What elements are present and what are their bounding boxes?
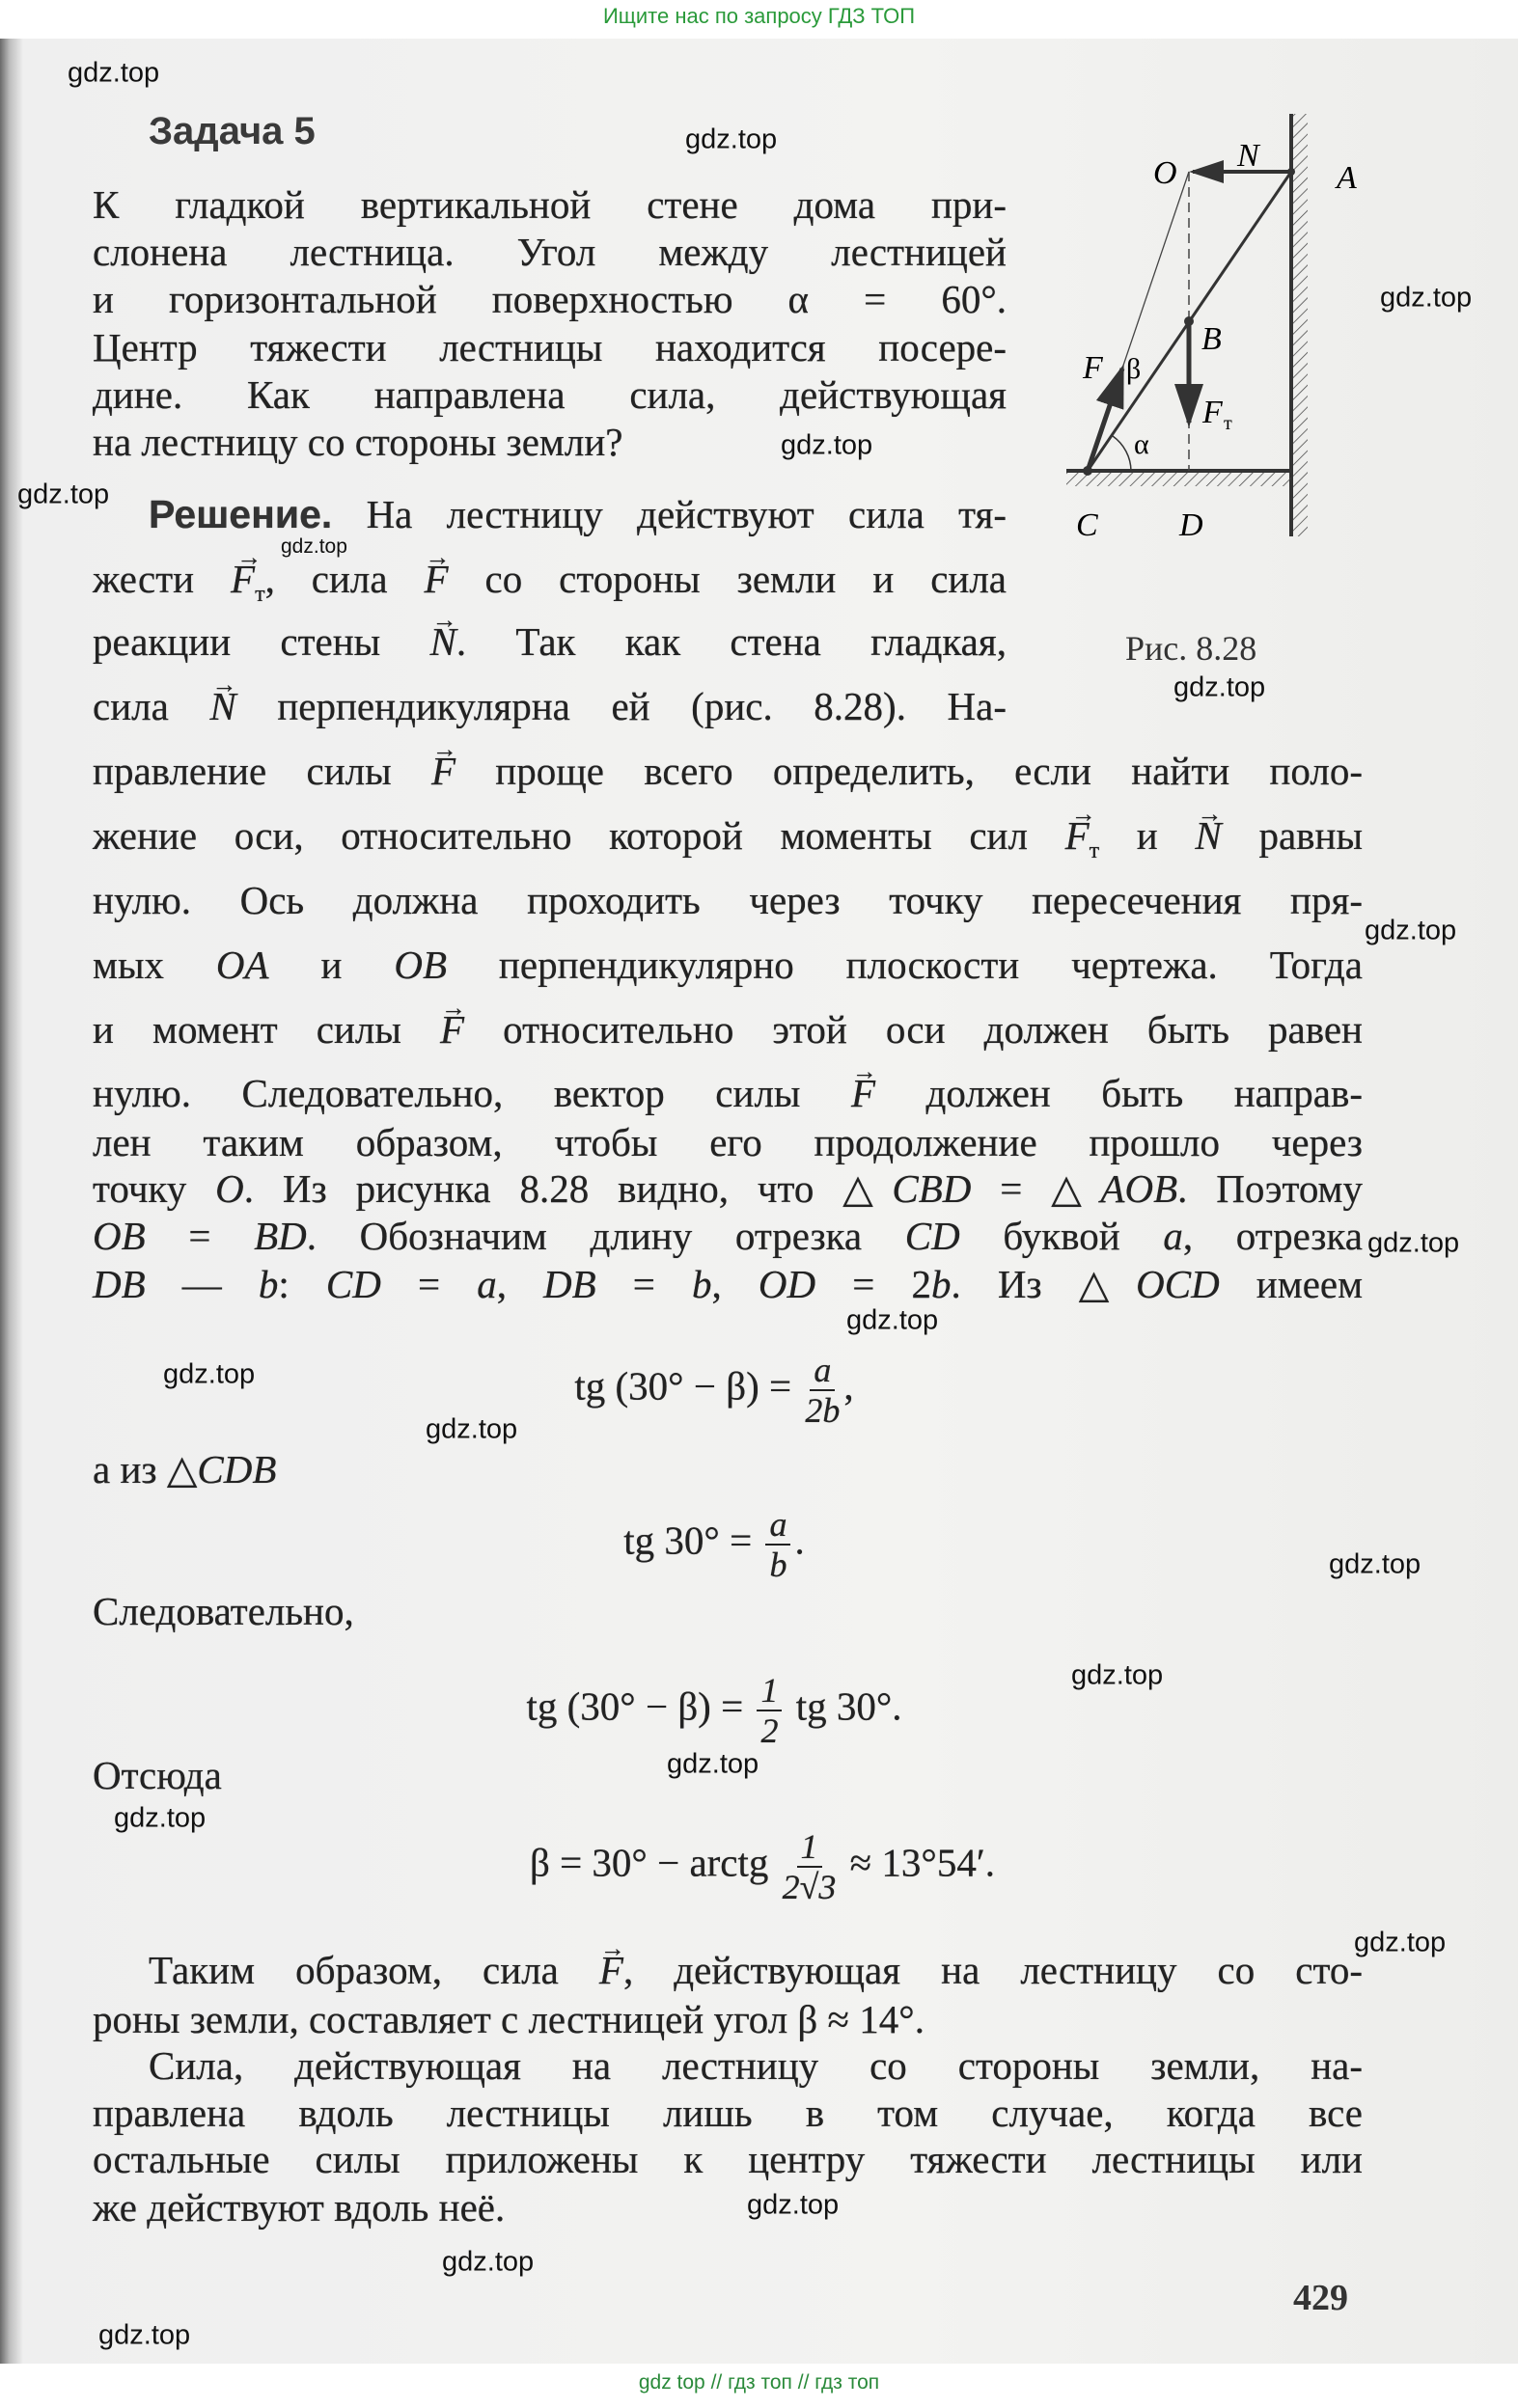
vector-symbol xyxy=(425,556,449,602)
footer-links[interactable]: gdz top // гдз топ // гдз топ xyxy=(638,2371,880,2394)
label-ft: F xyxy=(1202,395,1223,430)
vector-symbol xyxy=(440,1006,464,1053)
text-segment: : xyxy=(278,1262,326,1306)
text-segment: β = 30° − arctg xyxy=(529,1840,779,1885)
text-segment: нулю. Ось должна проходить через точку пересечения пря- xyxy=(93,878,1363,922)
solution-line xyxy=(386,1505,1042,1584)
math-symbol: O xyxy=(215,1166,244,1211)
text-segment: Отсюда xyxy=(93,1753,222,1797)
vector-letter: F xyxy=(1064,813,1090,858)
text-segment: = xyxy=(380,1262,478,1306)
solution-line xyxy=(93,618,1007,665)
watermark: gdz.top xyxy=(426,1413,518,1445)
math-symbol: AOB xyxy=(1100,1166,1178,1211)
text-segment: правление силы xyxy=(93,749,431,793)
vector-subscript: т xyxy=(255,582,265,608)
label-alpha: α xyxy=(1134,428,1149,460)
math-symbol: CD xyxy=(325,1262,381,1306)
fraction-denominator: 2b xyxy=(805,1391,841,1430)
watermark: gdz.top xyxy=(1365,915,1457,946)
watermark: gdz.top xyxy=(667,1748,759,1780)
text-segment: = xyxy=(595,1262,693,1306)
solution-line xyxy=(93,1996,1251,2042)
text-segment: Сила, действующая на лестницу со стороны земли, на- xyxy=(149,2043,1363,2088)
text-segment: имеем xyxy=(1219,1262,1364,1306)
math-symbol: DB xyxy=(93,1262,146,1306)
vector-symbol xyxy=(431,748,455,794)
text-segment: перпендикулярна ей (рис. 8.28). На- xyxy=(235,684,1007,728)
solution-line xyxy=(93,1119,1363,1165)
text-segment: . Так как стена гладкая, xyxy=(455,619,1007,664)
text-segment: и момент силы xyxy=(93,1007,440,1052)
text-segment: , действующая на лестницу со сто- xyxy=(622,1948,1363,1992)
text-segment: роны земли, составляет с лестницей угол β ≈ 14°. xyxy=(93,1997,925,2041)
solution-line xyxy=(93,877,1363,923)
math-symbol: b xyxy=(692,1262,712,1306)
math-symbol: CD xyxy=(904,1214,960,1258)
vector-letter: F xyxy=(440,1007,465,1052)
text-segment: относительно этой оси должен быть равен xyxy=(464,1007,1363,1052)
text-segment: = xyxy=(145,1214,255,1258)
math-symbol: b xyxy=(258,1262,279,1306)
figure-8-28 xyxy=(1042,96,1428,695)
fraction-denominator: 2√3 xyxy=(782,1868,837,1906)
problem-line xyxy=(93,181,1007,228)
math-symbol: CDB xyxy=(197,1447,277,1491)
text-segment: = △ xyxy=(971,1166,1101,1211)
vector-symbol xyxy=(1195,812,1221,859)
text-segment: слонена лестница. Угол между лестницей xyxy=(93,230,1007,274)
text-segment: tg (30° − β) = xyxy=(526,1683,754,1729)
label-c: C xyxy=(1076,507,1098,543)
page-number: 429 xyxy=(1293,2278,1348,2318)
text-segment: tg (30° − β) = xyxy=(574,1363,802,1409)
text-segment: на лестницу со стороны земли? xyxy=(93,420,623,464)
solution-line xyxy=(93,1752,672,1798)
vector-symbol xyxy=(209,683,235,729)
fraction xyxy=(805,1351,840,1430)
fraction-numerator: 1 xyxy=(797,1827,822,1868)
math-symbol: OB xyxy=(394,943,448,987)
vector-symbol xyxy=(231,556,265,617)
math-symbol: DB xyxy=(543,1262,596,1306)
math-symbol: b xyxy=(930,1262,952,1306)
solution-line xyxy=(93,942,1363,988)
text-segment: буквой xyxy=(959,1214,1164,1258)
watermark: gdz.top xyxy=(1173,671,1266,703)
solution-line xyxy=(93,1006,1363,1053)
text-segment: . Обозначим длину отрезка xyxy=(306,1214,905,1258)
math-symbol: OA xyxy=(215,943,269,987)
text-segment: . Из рисунка 8.28 видно, что △ xyxy=(243,1166,893,1211)
watermark: gdz.top xyxy=(781,429,873,461)
text-segment: должен быть направ- xyxy=(875,1071,1363,1115)
text-segment: мых xyxy=(93,943,216,987)
text-segment: со стороны земли и сила xyxy=(448,557,1007,601)
problem-line xyxy=(93,229,1007,275)
math-symbol: BD xyxy=(254,1214,307,1258)
label-n: N xyxy=(1237,138,1259,174)
text-segment: На лестницу действуют сила тя- xyxy=(332,492,1007,536)
watermark: gdz.top xyxy=(747,2189,840,2221)
text-segment: правлена вдоль лестницы лишь в том случае, когда все xyxy=(93,2091,1363,2135)
text-segment: сила xyxy=(93,684,210,728)
watermark: gdz.top xyxy=(442,2246,535,2278)
label-o: O xyxy=(1153,155,1177,191)
top-banner[interactable]: Ищите нас по запросу ГДЗ ТОП xyxy=(602,4,916,28)
watermark: gdz.top xyxy=(846,1304,939,1336)
watermark: gdz.top xyxy=(17,479,110,510)
watermark: gdz.top xyxy=(114,1802,207,1834)
solution-line xyxy=(93,748,1363,794)
vector-symbol xyxy=(429,618,455,665)
text-segment: , xyxy=(711,1262,759,1306)
angle-alpha-arc xyxy=(1113,436,1131,471)
vector-letter: N xyxy=(429,619,456,664)
text-segment: , отрезка xyxy=(1182,1214,1364,1258)
text-segment: перпендикулярно плоскости чертежа. Тогда xyxy=(447,943,1363,987)
vector-letter: F xyxy=(850,1071,875,1115)
solution-line xyxy=(93,1446,672,1492)
solution-line xyxy=(149,1947,1363,1993)
text-segment: . xyxy=(794,1518,805,1563)
watermark: gdz.top xyxy=(1367,1227,1460,1259)
solution-line xyxy=(93,2090,1363,2136)
figure-caption: Рис. 8.28 xyxy=(1125,629,1257,668)
fraction-denominator: b xyxy=(769,1546,787,1584)
solution-line xyxy=(290,1671,1139,1750)
text-segment: и xyxy=(1099,813,1196,858)
vector-letter: F xyxy=(598,1948,623,1992)
text-segment: . Из △ xyxy=(951,1262,1137,1306)
fraction-numerator: 1 xyxy=(757,1671,782,1711)
text-segment: tg 30° = xyxy=(623,1518,762,1563)
watermark: gdz.top xyxy=(1354,1927,1447,1958)
text-segment: и xyxy=(268,943,395,987)
math-symbol: a xyxy=(477,1262,497,1306)
label-ft-sub: т xyxy=(1224,413,1232,434)
text-segment: Таким образом, сила xyxy=(149,1948,599,1992)
solution-line xyxy=(93,683,1007,729)
watermark: gdz.top xyxy=(1071,1659,1164,1691)
text-segment: , сила xyxy=(264,557,425,601)
fraction xyxy=(783,1827,837,1906)
vector-symbol xyxy=(599,1947,623,1993)
math-symbol: CBD xyxy=(892,1166,972,1211)
fraction-numerator: a xyxy=(810,1351,835,1391)
text-segment: жение оси, относительно которой моменты сил xyxy=(93,813,1065,858)
text-segment: проще всего определить, если найти поло- xyxy=(455,749,1364,793)
text-segment: Центр тяжести лестницы находится посере- xyxy=(93,325,1007,369)
solution-line xyxy=(93,2136,1363,2182)
problem-line xyxy=(93,324,1007,370)
fraction-denominator: 2 xyxy=(760,1711,779,1750)
label-beta: β xyxy=(1126,353,1142,385)
fraction-numerator: a xyxy=(765,1505,790,1546)
solution-line xyxy=(93,1213,1363,1259)
solution-line xyxy=(93,1070,1363,1116)
text-segment: = 2 xyxy=(815,1262,931,1306)
vector-symbol xyxy=(851,1070,875,1116)
text-segment: К гладкой вертикальной стене дома при- xyxy=(93,182,1007,227)
text-segment: tg 30°. xyxy=(786,1683,902,1729)
math-symbol: OCD xyxy=(1136,1262,1220,1306)
text-segment: жести xyxy=(93,557,232,601)
text-segment: а из △ xyxy=(93,1447,198,1491)
text-segment: же действуют вдоль неё. xyxy=(93,2185,506,2230)
vector-letter: F xyxy=(231,557,256,601)
text-segment: и горизонтальной поверхностью α = 60°. xyxy=(93,277,1007,321)
solution-line xyxy=(149,2042,1363,2089)
label-f: F xyxy=(1083,350,1103,386)
text-segment: нулю. Следовательно, вектор силы xyxy=(93,1071,851,1115)
solution-line xyxy=(93,1261,1363,1307)
watermark: gdz.top xyxy=(281,535,347,558)
text-segment: точку xyxy=(93,1166,216,1211)
watermark: gdz.top xyxy=(1329,1548,1421,1580)
math-symbol: a xyxy=(1163,1214,1183,1258)
floor-hatching xyxy=(1066,473,1291,486)
fraction xyxy=(757,1671,782,1750)
text-segment: Следовательно, xyxy=(93,1589,354,1633)
watermark: gdz.top xyxy=(163,1358,256,1390)
math-symbol: OB xyxy=(93,1214,146,1258)
solution-line xyxy=(93,1588,672,1634)
text-segment: равны xyxy=(1221,813,1363,858)
label-b: B xyxy=(1201,321,1222,357)
math-symbol: OD xyxy=(758,1262,816,1306)
text-segment: ≈ 13°54′. xyxy=(840,1840,996,1885)
vector-letter: N xyxy=(1195,813,1222,858)
solution-heading: Решение. xyxy=(149,492,333,536)
vector-subscript: т xyxy=(1089,838,1100,864)
text-segment: — xyxy=(145,1262,259,1306)
watermark: gdz.top xyxy=(98,2319,191,2351)
problem-line xyxy=(93,276,1007,322)
solution-line xyxy=(241,1827,1283,1906)
solution-line xyxy=(93,812,1363,874)
vector-letter: F xyxy=(430,749,455,793)
solution-line xyxy=(93,556,1007,617)
wall-hatching xyxy=(1292,114,1308,536)
watermark: gdz.top xyxy=(68,57,160,89)
text-segment: , xyxy=(843,1363,854,1409)
vector-letter: N xyxy=(209,684,236,728)
text-segment: , xyxy=(496,1262,544,1306)
solution-line xyxy=(149,491,1007,537)
text-segment: лен таким образом, чтобы его продолжение прошло через xyxy=(93,1120,1363,1164)
watermark: gdz.top xyxy=(1380,282,1473,314)
label-a: A xyxy=(1337,160,1357,196)
text-segment: реакции стены xyxy=(93,619,430,664)
text-segment: остальные силы приложены к центру тяжести лестницы или xyxy=(93,2137,1363,2181)
vector-letter: F xyxy=(424,557,449,601)
watermark: gdz.top xyxy=(685,123,778,155)
problem-line xyxy=(93,371,1007,418)
solution-line xyxy=(93,1165,1363,1212)
task-title: Задача 5 xyxy=(149,110,316,152)
vector-symbol xyxy=(1065,812,1100,874)
text-segment: дине. Как направлена сила, действующая xyxy=(93,372,1007,417)
text-segment: . Поэтому xyxy=(1177,1166,1363,1211)
label-d: D xyxy=(1179,507,1203,543)
fraction xyxy=(765,1505,790,1584)
